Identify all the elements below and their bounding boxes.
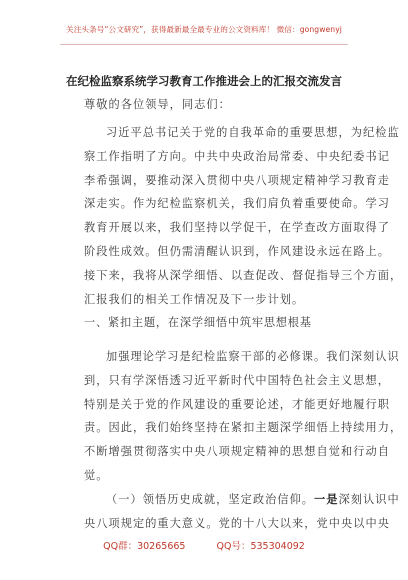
salutation: 尊敬的各位领导，同志们： xyxy=(84,98,231,111)
paragraph-line: 深走实。作为纪检监察机关，我们肩负着重要使命。学习 xyxy=(84,197,390,211)
paragraph-line: 到，只有学深悟透习近平新时代中国特色社会主义思想， xyxy=(84,373,390,387)
paragraph-3 xyxy=(84,488,400,536)
section-heading-text: 一、紧扣主题，在深学细悟中筑牢思想根基 xyxy=(84,316,312,329)
paragraph-line xyxy=(84,488,400,512)
paragraph-line: 不断增强贯彻落实中央八项规定精神的思想自觉和行动自 xyxy=(84,445,390,459)
paragraph-line: 责。因此，我们始终坚持在紧扣主题深学细悟上持续用力， xyxy=(84,421,403,435)
paragraph-line: 习近平总书记关于党的自我革命的重要思想，为纪检监 xyxy=(106,126,400,139)
section-heading-1 xyxy=(84,314,312,330)
page-header-banner: 关注头条号“公文研究”，获得最新最全最专业的公文资料库！ 微信：gongwenyj xyxy=(66,25,342,34)
paragraph-line: 教育开展以来，我们坚持以学促干，在学查改方面取得了 xyxy=(84,221,390,235)
paragraph-line: 觉。 xyxy=(84,468,109,482)
header-divider xyxy=(60,44,348,45)
paragraph-line: 察工作指明了方向。中共中央政治局常委、中央纪委书记 xyxy=(84,149,390,163)
bold-marker: 一是 xyxy=(314,492,339,506)
paragraph-line: 阶段性成效。但仍需清醒认识到，作风建设永远在路上。 xyxy=(84,244,390,258)
qq-number-label: QQ号：535304092 xyxy=(216,541,305,552)
paragraph-2 xyxy=(84,345,403,488)
document-title: 在纪检监察系统学习教育工作推进会上的汇报交流发言 xyxy=(66,74,342,88)
paragraph-line: 加强理论学习是纪检监察干部的必修课。我们深刻认识 xyxy=(106,350,400,363)
paragraph-1 xyxy=(84,121,403,311)
paragraph-line: 央八项规定的重大意义。党的十八大以来，党中央以中央 xyxy=(84,516,390,530)
subheading-lead: （一）领悟历史成就，坚定政治信仰。 xyxy=(106,493,315,506)
paragraph-line: 特别是关于党的作风建设的重要论述，才能更好地履行职 xyxy=(84,397,390,411)
paragraph-text: 深刻认识中 xyxy=(338,493,400,506)
paragraph-line: 汇报我们的相关工作情况及下一步计划。 xyxy=(84,292,305,306)
paragraph-line: 李希强调，要推动深入贯彻中央八项规定精神学习教育走 xyxy=(84,173,390,187)
page-footer xyxy=(0,538,408,552)
qq-group-label: QQ群：30265665 xyxy=(103,541,186,552)
paragraph-line: 接下来，我将从深学细悟、以查促改、督促指导三个方面， xyxy=(84,268,403,282)
